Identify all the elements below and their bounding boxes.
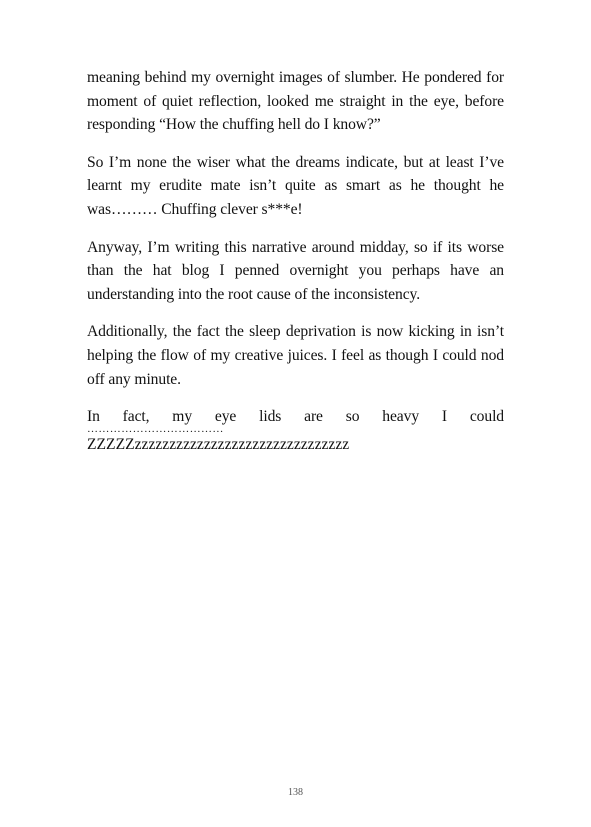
paragraph-3: Anyway, I’m writing this narrative around midday, so if its worse than the hat blog I penned overnight you perhaps have an understanding into the root cause of the inconsistency. xyxy=(87,238,504,303)
page-number: 138 xyxy=(288,787,303,798)
paragraph-1: meaning behind my overnight images of slumber. He pondered for moment of quiet reflection, looked me straight in the eye, before responding “How the chuffing hell do I know?” xyxy=(87,69,504,134)
paragraph-5-text: In fact, my eye lids are so heavy I could xyxy=(87,408,504,426)
paragraph-2: So I’m none the wiser what the dreams indicate, but at least I’ve learnt my erudite mate isn’t quite as smart as he thought he was……… Chuffing clever s***e! xyxy=(87,153,504,218)
sleep-zzz-text: ZZZZZzzzzzzzzzzzzzzzzzzzzzzzzzzzzzzz xyxy=(87,435,350,453)
paragraph-5 xyxy=(87,405,504,455)
ellipsis-dots: ……………………………… xyxy=(87,422,224,435)
paragraph-4: Additionally, the fact the sleep deprivation is now kicking in isn’t helping the flow of my creative juices. I feel as though I could nod off any minute. xyxy=(87,323,504,388)
document-page xyxy=(87,66,504,455)
